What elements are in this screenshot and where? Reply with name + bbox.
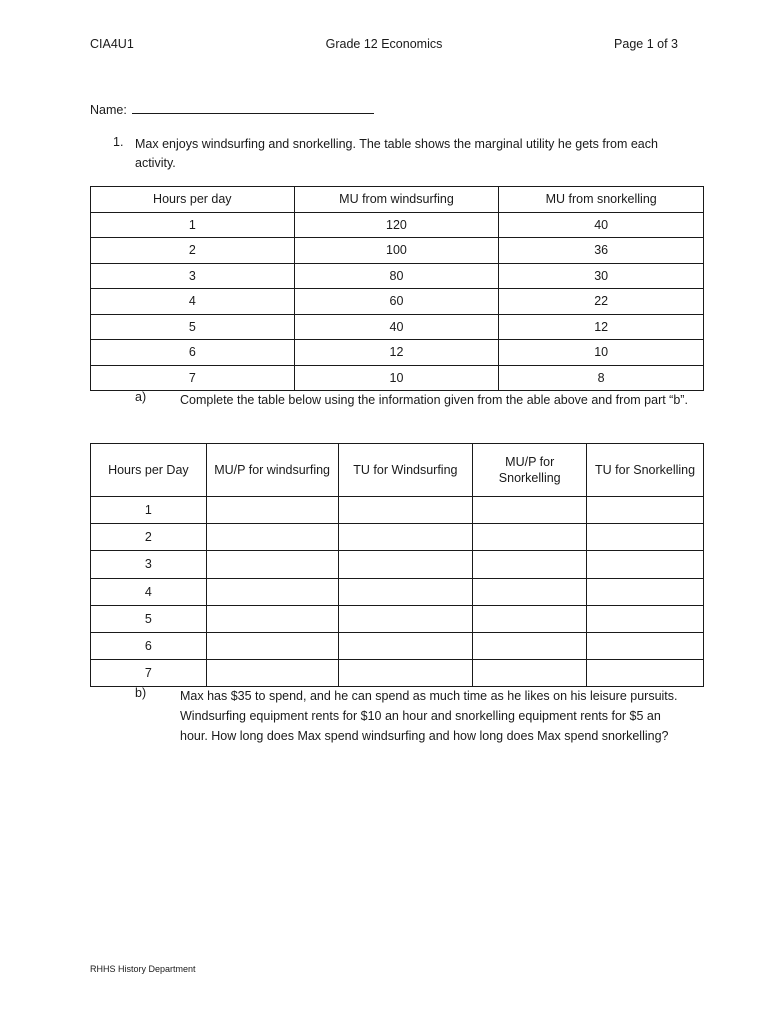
table-row <box>91 365 704 391</box>
table-row <box>91 238 704 264</box>
answer-cell[interactable] <box>338 524 473 551</box>
table-cell: 100 <box>294 238 499 264</box>
answer-cell[interactable] <box>206 578 338 605</box>
table-cell: 120 <box>294 212 499 238</box>
part-b-text: Max has $35 to spend, and he can spend as much time as he likes on his leisure pursuits. Windsurfing equipment rents for $10 an hour and snorkelling equipment rents for $5 an hour. How long does Max spend windsurfing and how long does Max spend snorkelling? <box>180 689 678 743</box>
answer-cell[interactable] <box>587 497 704 524</box>
column-header: Hours per Day <box>91 444 207 497</box>
table-cell: 3 <box>91 263 295 289</box>
footer-department: RHHS History Department <box>90 964 196 974</box>
answer-cell[interactable] <box>206 497 338 524</box>
course-code: CIA4U1 <box>90 37 134 51</box>
part-b-label: b) <box>135 686 147 700</box>
answer-cell[interactable] <box>338 551 473 578</box>
table-row <box>91 632 704 659</box>
column-header: MU from snorkelling <box>499 187 704 213</box>
table-cell: 12 <box>294 340 499 366</box>
answer-cell[interactable] <box>338 632 473 659</box>
table-cell: 80 <box>294 263 499 289</box>
column-header: MU/P for windsurfing <box>206 444 338 497</box>
column-header: TU for Snorkelling <box>587 444 704 497</box>
answer-cell[interactable] <box>473 660 587 687</box>
hour-cell: 4 <box>91 578 207 605</box>
course-title: Grade 12 Economics <box>325 37 443 51</box>
question-text: Max enjoys windsurfing and snorkelling. The table shows the marginal utility he gets from each activity. <box>135 137 658 170</box>
answer-cell[interactable] <box>206 632 338 659</box>
table-row <box>91 524 704 551</box>
answer-cell[interactable] <box>587 524 704 551</box>
table-cell: 22 <box>499 289 704 315</box>
table-cell: 40 <box>499 212 704 238</box>
answer-cell[interactable] <box>473 497 587 524</box>
answer-cell[interactable] <box>587 660 704 687</box>
hour-cell: 3 <box>91 551 207 578</box>
hour-cell: 5 <box>91 605 207 632</box>
table-row <box>91 660 704 687</box>
answer-cell[interactable] <box>206 605 338 632</box>
marginal-utility-table <box>90 186 704 391</box>
table-header-row <box>91 187 704 213</box>
name-label: Name: <box>90 103 127 117</box>
answer-cell[interactable] <box>587 578 704 605</box>
answer-cell[interactable] <box>473 605 587 632</box>
question-number: 1. <box>113 135 124 149</box>
table-cell: 30 <box>499 263 704 289</box>
answer-cell[interactable] <box>473 551 587 578</box>
table-row <box>91 212 704 238</box>
hour-cell: 7 <box>91 660 207 687</box>
answer-cell[interactable] <box>206 524 338 551</box>
table-row <box>91 263 704 289</box>
table-cell: 36 <box>499 238 704 264</box>
table-row <box>91 605 704 632</box>
answer-table <box>90 443 704 687</box>
hour-cell: 6 <box>91 632 207 659</box>
column-header: TU for Windsurfing <box>338 444 473 497</box>
table-row <box>91 551 704 578</box>
answer-cell[interactable] <box>587 632 704 659</box>
table-cell: 2 <box>91 238 295 264</box>
answer-cell[interactable] <box>473 578 587 605</box>
answer-cell[interactable] <box>206 660 338 687</box>
part-a-text: Complete the table below using the information given from the able above and from part “b”. <box>180 393 688 407</box>
table-cell: 10 <box>294 365 499 391</box>
table-cell: 8 <box>499 365 704 391</box>
table-row <box>91 289 704 315</box>
answer-cell[interactable] <box>587 605 704 632</box>
table-row <box>91 497 704 524</box>
table-header-row <box>91 444 704 497</box>
answer-cell[interactable] <box>338 660 473 687</box>
part-a-label: a) <box>135 390 147 404</box>
table-cell: 60 <box>294 289 499 315</box>
table-cell: 7 <box>91 365 295 391</box>
answer-cell[interactable] <box>587 551 704 578</box>
hour-cell: 1 <box>91 497 207 524</box>
hour-cell: 2 <box>91 524 207 551</box>
answer-cell[interactable] <box>473 524 587 551</box>
column-header: MU from windsurfing <box>294 187 499 213</box>
answer-cell[interactable] <box>338 578 473 605</box>
page-indicator: Page 1 of 3 <box>614 37 678 51</box>
table-row <box>91 340 704 366</box>
name-field-row <box>90 102 374 117</box>
column-header: Hours per day <box>91 187 295 213</box>
name-blank-line[interactable] <box>132 102 374 114</box>
table-cell: 10 <box>499 340 704 366</box>
table-cell: 12 <box>499 314 704 340</box>
table-row <box>91 578 704 605</box>
table-row <box>91 314 704 340</box>
table-cell: 1 <box>91 212 295 238</box>
answer-cell[interactable] <box>338 605 473 632</box>
table-cell: 5 <box>91 314 295 340</box>
answer-cell[interactable] <box>206 551 338 578</box>
table-cell: 6 <box>91 340 295 366</box>
answer-cell[interactable] <box>338 497 473 524</box>
column-header: MU/P for Snorkelling <box>473 444 587 497</box>
answer-cell[interactable] <box>473 632 587 659</box>
table-cell: 4 <box>91 289 295 315</box>
table-cell: 40 <box>294 314 499 340</box>
